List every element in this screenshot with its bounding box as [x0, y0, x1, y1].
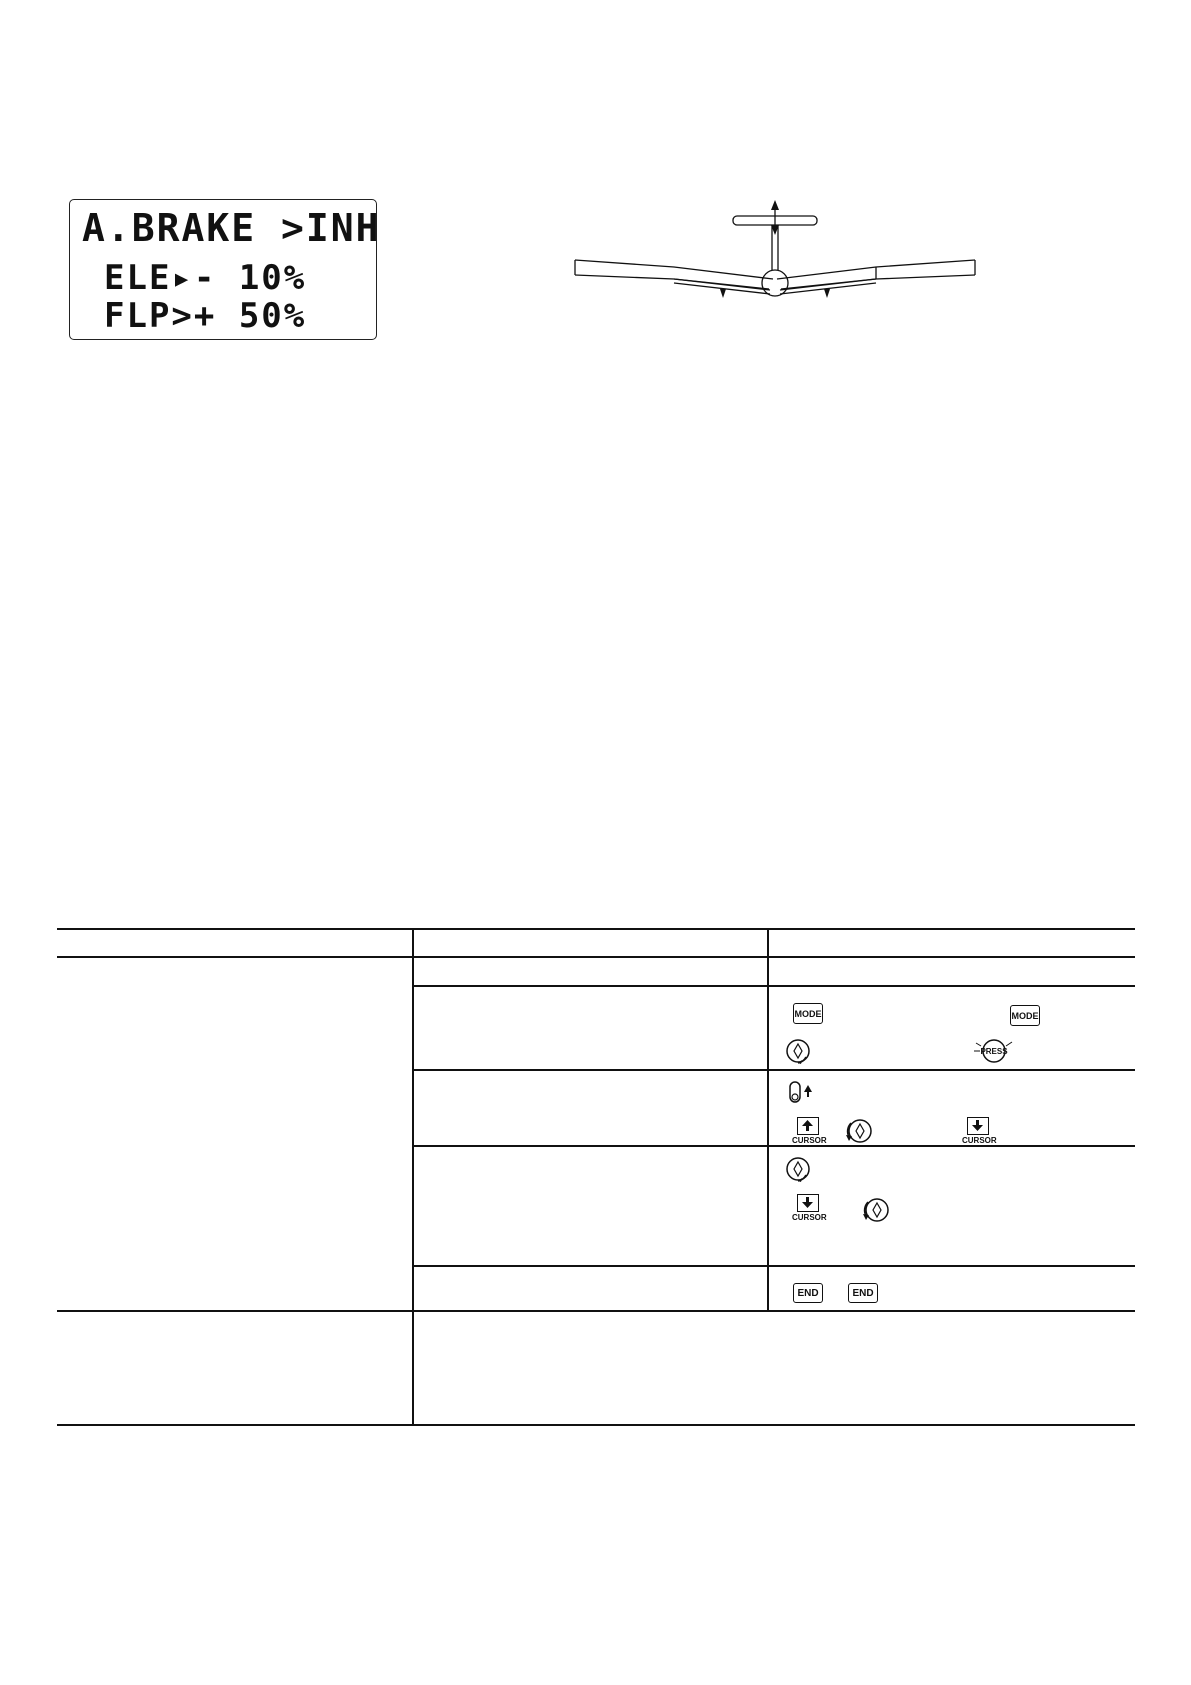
- table-header-border: [57, 956, 1135, 958]
- press-label: PRESS: [980, 1047, 1008, 1056]
- table-top-border: [57, 928, 1135, 930]
- lcd-elevator-row: ELE▸- 10%: [104, 258, 307, 298]
- table-bottom-border: [57, 1424, 1135, 1426]
- mode-key-icon: MODE: [793, 1003, 823, 1024]
- cursor-label: CURSOR: [792, 1136, 827, 1145]
- lcd-title: A.BRAKE >INH: [82, 206, 381, 250]
- dial-rotate-ccw-icon: [858, 1194, 892, 1226]
- dial-press-icon: [972, 1036, 1016, 1066]
- end-key-icon: END: [793, 1283, 823, 1303]
- mode-key-icon: MODE: [1010, 1005, 1040, 1026]
- table-section-divider: [57, 1310, 1135, 1312]
- end-key-icon: END: [848, 1283, 878, 1303]
- cursor-down-key-icon: [792, 1194, 826, 1228]
- cursor-label: CURSOR: [962, 1136, 997, 1145]
- table-column-divider: [767, 928, 769, 1310]
- airplane-front-view-diagram: [570, 195, 980, 305]
- cursor-down-key-icon: [962, 1117, 996, 1151]
- lcd-flap-row: FLP>+ 50%: [104, 296, 307, 336]
- lcd-display: [69, 199, 381, 340]
- dial-rotate-icon: [784, 1037, 812, 1065]
- dial-rotate-icon: [784, 1155, 812, 1183]
- table-column-divider: [412, 928, 414, 1424]
- cursor-label: CURSOR: [792, 1213, 827, 1222]
- dial-rotate-ccw-icon: [843, 1115, 875, 1147]
- table-row-divider: [413, 1145, 1135, 1147]
- table-row-divider: [413, 985, 1135, 987]
- table-row-divider: [413, 1265, 1135, 1267]
- switch-up-icon: [786, 1079, 814, 1109]
- table-row-divider: [413, 1069, 1135, 1071]
- cursor-up-key-icon: [792, 1117, 826, 1151]
